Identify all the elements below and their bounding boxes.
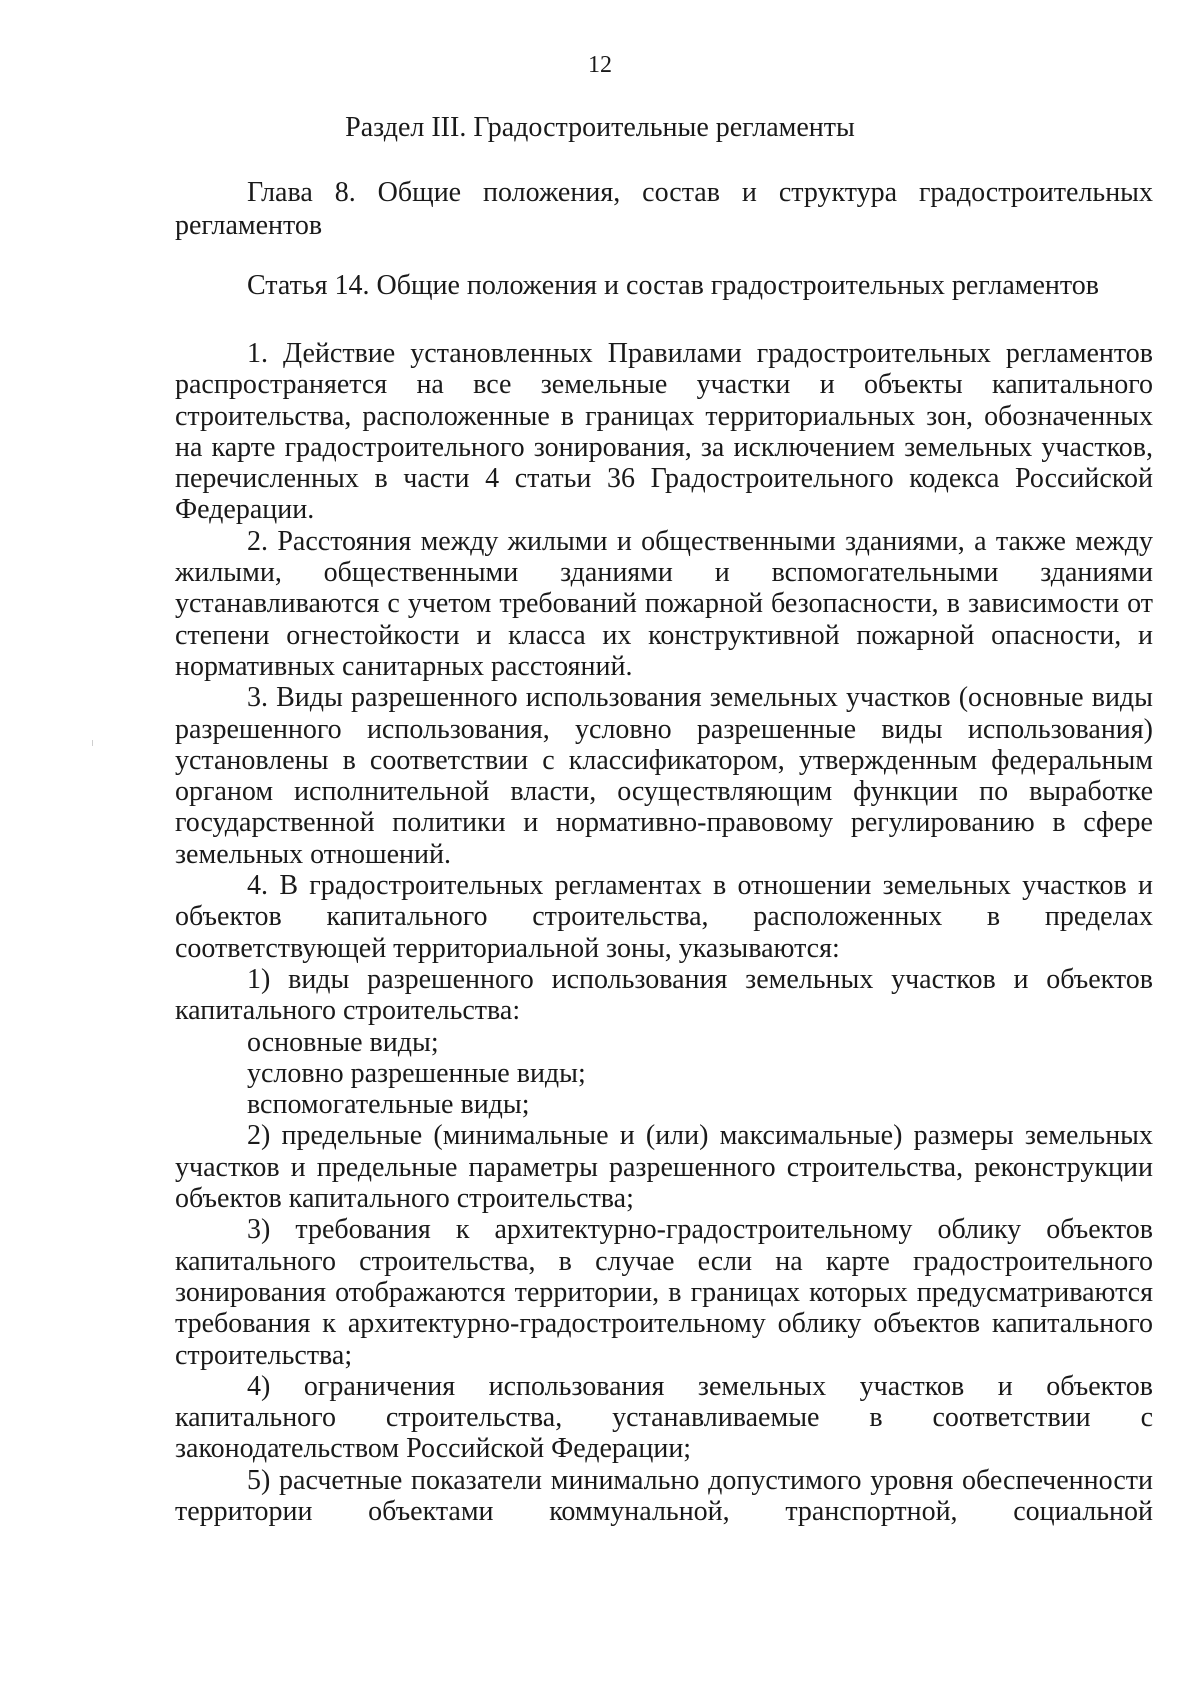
page-number: 12 (588, 52, 612, 78)
list-item-1: 1) виды разрешенного использования земельных участков и объектов капитального строительства: (175, 963, 1153, 1027)
sub-item-auxiliary-types: вспомогательные виды; (247, 1089, 530, 1121)
section-title: Раздел III. Градостроительные регламенты (345, 112, 855, 143)
sub-item-main-types: основные виды; (247, 1026, 439, 1058)
paragraph-3: 3. Виды разрешенного использования земельных участков (основные виды разрешенного использования, условно разрешенные виды использования) установлены в соответствии с классификатором, утвержденным федеральным органом исполнительной власти, осуществляющим функции по выработке государственной политики и нормативно-правовому регулированию в сфере земельных отношений. (175, 682, 1153, 870)
list-item-3: 3) требования к архитектурно-градостроительному облику объектов капитального строительства, в случае если на карте градостроительного зонирования отображаются территории, в границах которых предусматриваются требования к архитектурно-градостроительному облику объектов капитального строительства; (175, 1214, 1153, 1371)
sub-item-conditional-types: условно разрешенные виды; (247, 1057, 586, 1089)
paragraph-4: 4. В градостроительных регламентах в отношении земельных участков и объектов капитального строительства, расположенных в пределах соответствующей территориальной зоны, указываются: (175, 870, 1153, 964)
article-title: Статья 14. Общие положения и состав градостроительных регламентов (247, 270, 1099, 301)
list-item-2: 2) предельные (минимальные и (или) максимальные) размеры земельных участков и предельные параметры разрешенного строительства, реконструкции объектов капитального строительства; (175, 1120, 1153, 1215)
list-item-4: 4) ограничения использования земельных участков и объектов капитального строительства, устанавливаемые в соответствии с законодательством Российской Федерации; (175, 1370, 1153, 1465)
paragraph-2: 2. Расстояния между жилыми и общественными зданиями, а также между жилыми, общественными зданиями и вспомогательными зданиями устанавливаются с учетом требований пожарной безопасности, в зависимости от степени огнестойкости и класса их конструктивной пожарной опасности, и нормативных санитарных расстояний. (175, 525, 1153, 682)
article-body (175, 338, 1153, 1527)
list-item-5: 5) расчетные показатели минимально допустимого уровня обеспеченности территории объектами коммунальной, транспортной, социальной (175, 1464, 1153, 1527)
chapter-title: Глава 8. Общие положения, состав и структура градостроительных регламентов (175, 177, 1153, 241)
paragraph-1: 1. Действие установленных Правилами градостроительных регламентов распространяется на все земельные участки и объекты капитального строительства, расположенные в границах территориальных зон, обозначенных на карте градостроительного зонирования, за исключением земельных участков, перечисленных в части 4 статьи 36 Градостроительного кодекса Российской Федерации. (175, 338, 1153, 526)
scan-margin-mark (92, 740, 93, 746)
